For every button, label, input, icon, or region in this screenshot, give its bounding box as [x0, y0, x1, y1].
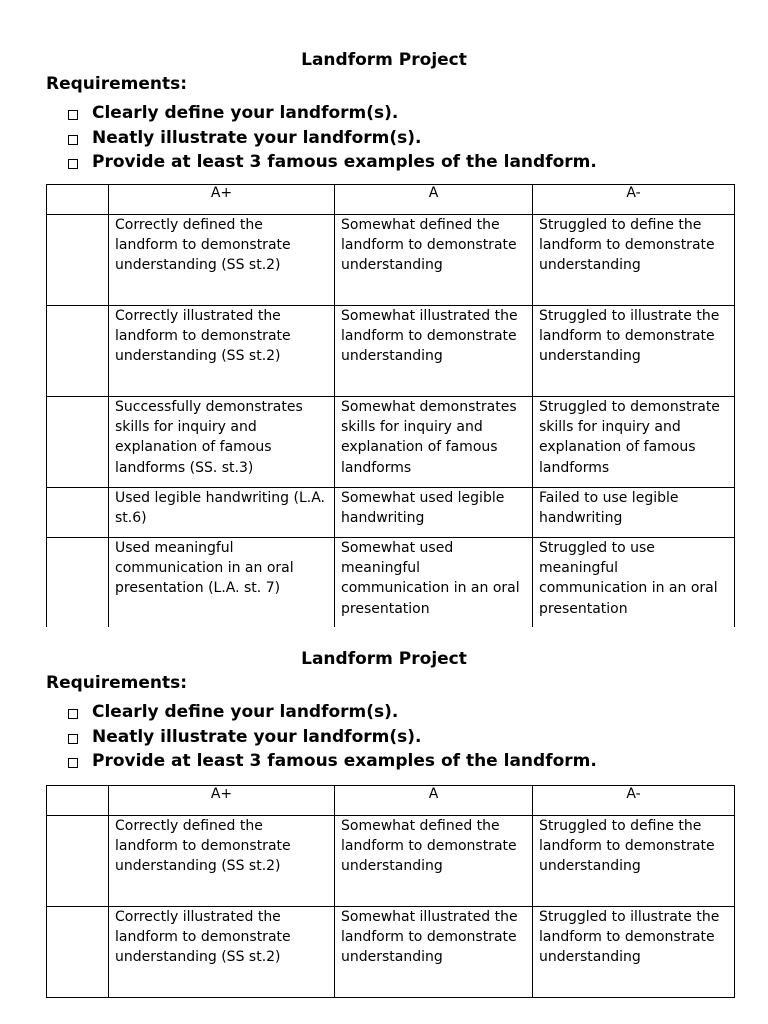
table-cell: Struggled to demonstrate skills for inquiry and explanation of famous landforms	[533, 397, 735, 488]
checkbox-icon	[68, 110, 78, 120]
page-title: Landform Project	[301, 50, 467, 70]
checkbox-icon	[68, 758, 78, 768]
table-row	[47, 816, 735, 907]
page-title: Landform Project	[301, 649, 467, 669]
rubric-table	[46, 184, 735, 627]
table-cell: Struggled to define the landform to demonstrate understanding	[533, 215, 735, 306]
table-cell: Failed to use legible handwriting	[533, 488, 735, 538]
table-row	[47, 215, 735, 306]
rubric-table	[46, 785, 735, 998]
checkbox-icon	[68, 709, 78, 719]
requirements-heading: Requirements:	[46, 673, 188, 693]
table-cell: Somewhat defined the landform to demonstrate understanding	[335, 215, 533, 306]
header-cell-a-plus: A+	[109, 786, 335, 816]
row-label-cell	[47, 488, 109, 538]
table-row	[47, 488, 735, 538]
requirement-item: Clearly define your landform(s).	[66, 700, 597, 725]
table-cell: Used meaningful communication in an oral presentation (L.A. st. 7)	[109, 538, 335, 628]
table-cell: Somewhat used legible handwriting	[335, 488, 533, 538]
table-row	[47, 306, 735, 397]
header-cell-a: A	[335, 185, 533, 215]
table-cell: Correctly illustrated the landform to demonstrate understanding (SS st.2)	[109, 306, 335, 397]
table-cell: Struggled to define the landform to demonstrate understanding	[533, 816, 735, 907]
requirement-item: Neatly illustrate your landform(s).	[66, 126, 597, 151]
requirement-item: Neatly illustrate your landform(s).	[66, 725, 597, 750]
header-cell-a-plus: A+	[109, 185, 335, 215]
requirements-list	[66, 101, 597, 175]
table-cell: Struggled to illustrate the landform to demonstrate understanding	[533, 306, 735, 397]
table-cell: Successfully demonstrates skills for inquiry and explanation of famous landforms (SS. st.3)	[109, 397, 335, 488]
table-cell: Struggled to use meaningful communication in an oral presentation	[533, 538, 735, 628]
checkbox-icon	[68, 159, 78, 169]
row-label-cell	[47, 215, 109, 306]
header-cell-a: A	[335, 786, 533, 816]
header-cell-empty	[47, 185, 109, 215]
row-label-cell	[47, 397, 109, 488]
requirements-list	[66, 700, 597, 774]
row-label-cell	[47, 306, 109, 397]
table-cell: Somewhat illustrated the landform to demonstrate understanding	[335, 907, 533, 998]
header-cell-a-minus: A-	[533, 185, 735, 215]
table-cell: Struggled to illustrate the landform to demonstrate understanding	[533, 907, 735, 998]
header-cell-a-minus: A-	[533, 786, 735, 816]
requirement-item: Provide at least 3 famous examples of the landform.	[66, 749, 597, 774]
checkbox-icon	[68, 135, 78, 145]
table-cell: Correctly defined the landform to demonstrate understanding (SS st.2)	[109, 816, 335, 907]
table-header-row	[47, 185, 735, 215]
table-cell: Somewhat defined the landform to demonstrate understanding	[335, 816, 533, 907]
table-cell: Correctly defined the landform to demonstrate understanding (SS st.2)	[109, 215, 335, 306]
table-row	[47, 907, 735, 998]
table-row	[47, 397, 735, 488]
requirement-item: Provide at least 3 famous examples of the landform.	[66, 150, 597, 175]
table-header-row	[47, 786, 735, 816]
requirement-item: Clearly define your landform(s).	[66, 101, 597, 126]
table-cell: Somewhat illustrated the landform to demonstrate understanding	[335, 306, 533, 397]
table-cell: Somewhat used meaningful communication in an oral presentation	[335, 538, 533, 628]
row-label-cell	[47, 907, 109, 998]
table-row	[47, 538, 735, 628]
checkbox-icon	[68, 734, 78, 744]
header-cell-empty	[47, 786, 109, 816]
requirements-heading: Requirements:	[46, 74, 188, 94]
table-cell: Used legible handwriting (L.A. st.6)	[109, 488, 335, 538]
table-cell: Correctly illustrated the landform to demonstrate understanding (SS st.2)	[109, 907, 335, 998]
row-label-cell	[47, 538, 109, 628]
row-label-cell	[47, 816, 109, 907]
table-cell: Somewhat demonstrates skills for inquiry and explanation of famous landforms	[335, 397, 533, 488]
